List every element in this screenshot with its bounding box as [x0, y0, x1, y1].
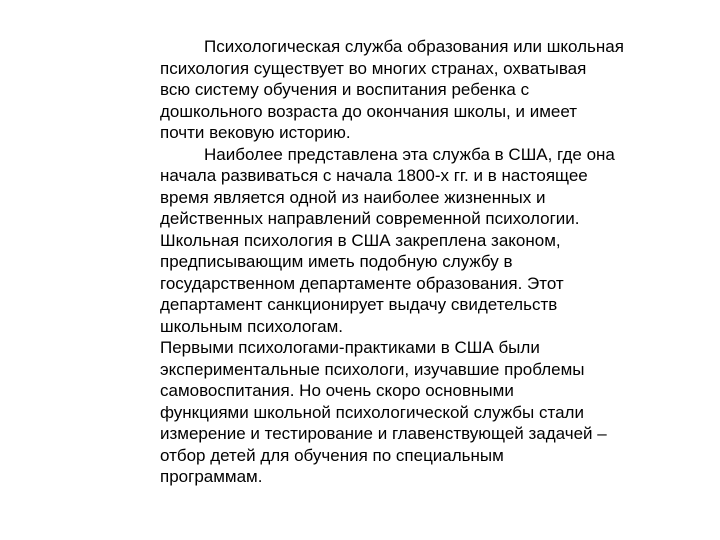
text-line: начала развиваться с начала 1800-х гг. и в настоящее	[160, 166, 588, 185]
text-line: государственном департаменте образования. Этот	[160, 273, 564, 293]
text-line: экспериментальные психологи, изучавшие проблемы	[160, 359, 585, 379]
text-line: действенных направлений современной психологии.	[160, 209, 580, 228]
text-line: департамент санкционирует выдачу свидетельств	[160, 295, 558, 314]
text-line: Психологическая служба образования или школьная	[204, 37, 624, 56]
body-text	[160, 36, 705, 488]
text-line: школьным психологам.	[160, 316, 343, 336]
text-line: время является одной из наиболее жизненных и	[160, 187, 546, 207]
text-line: отбор детей для обучения по специальным	[160, 445, 504, 465]
text-line: Школьная психология в США закреплена законом,	[160, 230, 561, 250]
text-line: всю систему обучения и воспитания ребенка с	[160, 80, 530, 99]
text-line: почти вековую историю.	[160, 123, 351, 142]
text-line: Наиболее представлена эта служба в США, где она	[204, 144, 615, 164]
text-line: самовоспитания. Но очень скоро основными	[160, 381, 514, 400]
text-line: Первыми психологами-практиками в США были	[160, 338, 540, 357]
text-line: предписывающим иметь подобную службу в	[160, 252, 513, 271]
text-line: психология существует во многих странах, охватывая	[160, 58, 587, 78]
text-line: функциями школьной психологической службы стали	[160, 402, 584, 422]
text-line: программам.	[160, 467, 263, 486]
text-line: дошкольного возраста до окончания школы, и имеет	[160, 101, 578, 121]
text-line: измерение и тестирование и главенствующей задачей –	[160, 424, 607, 443]
